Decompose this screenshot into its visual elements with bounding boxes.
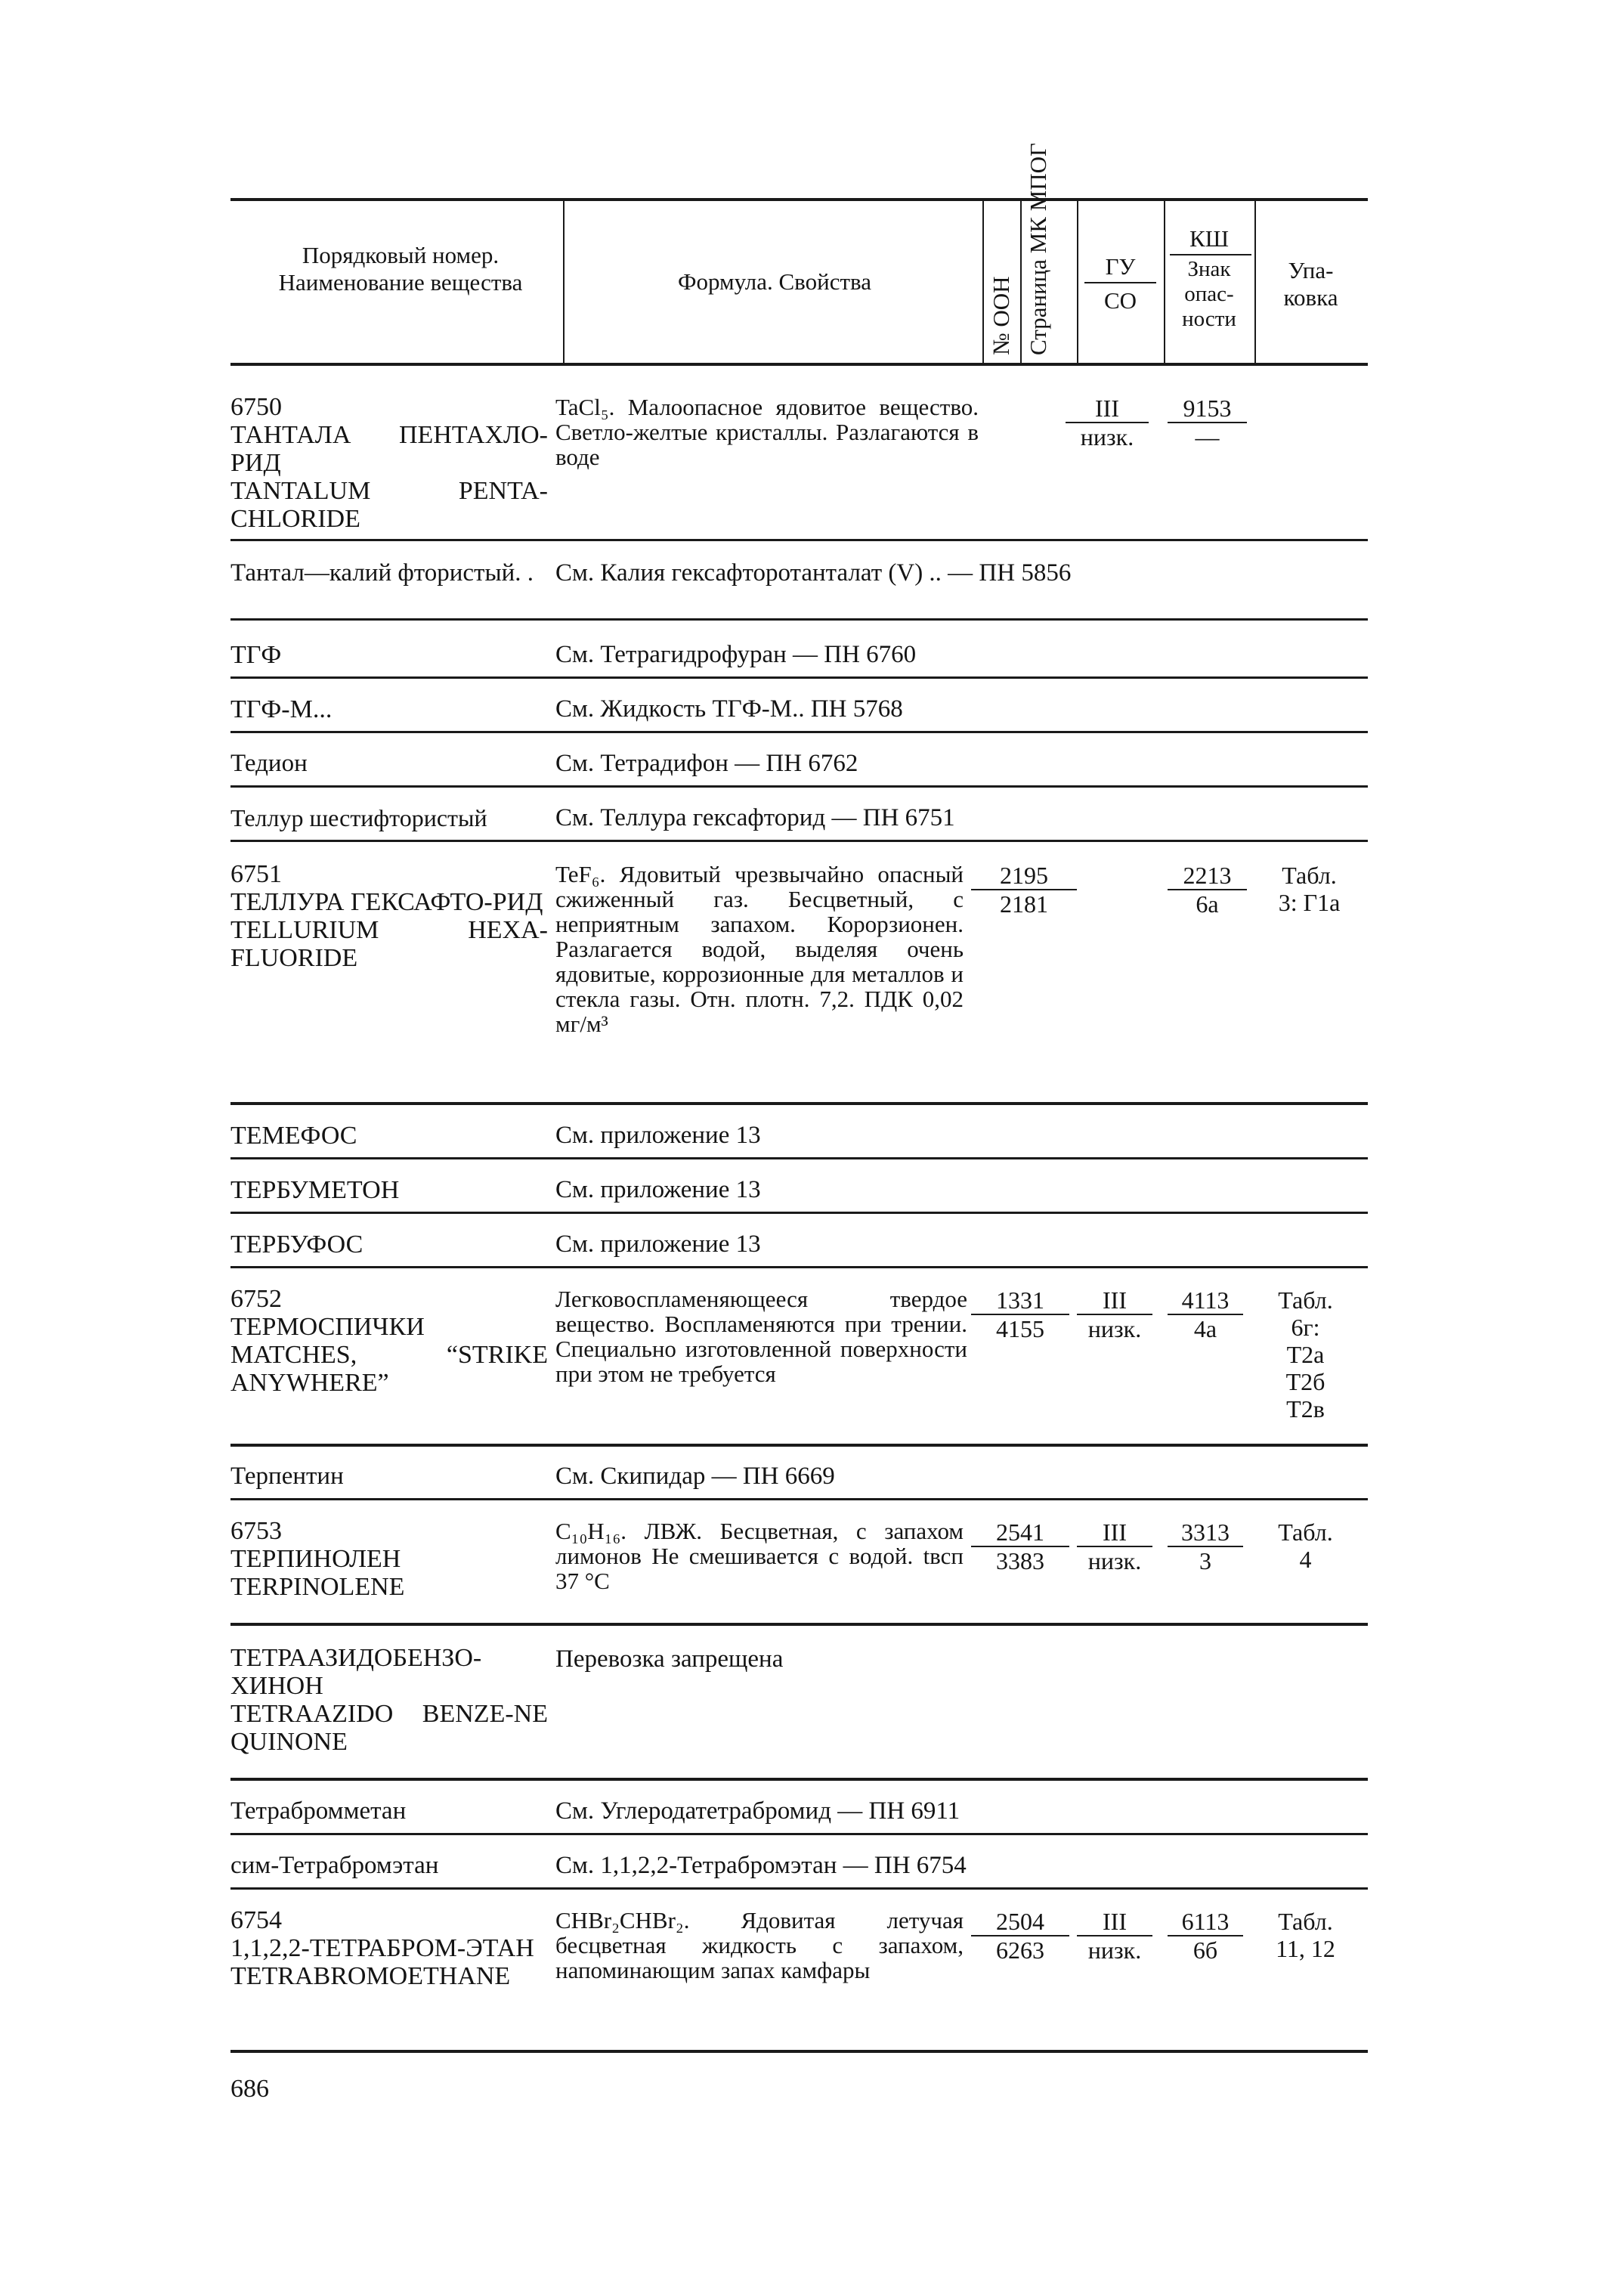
entry-terbufos-reference: См. приложение 13 (555, 1231, 761, 1258)
header-formula-column: Формула. Свойства (678, 268, 871, 295)
entry-russian-name: ТЕЛЛУРА ГЕКСАФТО-РИД (230, 888, 543, 916)
row-separator (230, 1498, 1368, 1500)
hazard-sign-value: 4а (1193, 1315, 1217, 1342)
header-divider (1077, 200, 1078, 363)
entry-terbumeton-name: ТЕРБУМЕТОН (230, 1176, 400, 1204)
entry-6753-packing: Табл. 4 (1278, 1518, 1333, 1573)
entry-tgfm-reference: См. Жидкость ТГФ-М.. ПН 5768 (555, 695, 903, 723)
entry-tgf-name: ТГФ (230, 641, 282, 669)
entry-tantal-kaliy-name: Тантал—калий фтористый. . (230, 559, 534, 587)
header-divider (1020, 200, 1022, 363)
entry-number: 6754 (230, 1906, 282, 1934)
entry-tellur-reference: См. Теллура гексафторид — ПН 6751 (555, 804, 955, 831)
header-bottom-rule (230, 363, 1368, 366)
entry-english-name: MATCHES, “STRIKE ANYWHERE” (230, 1341, 548, 1397)
hazard-sign-value: 3 (1199, 1547, 1211, 1574)
so-value: низк. (1080, 423, 1134, 450)
header-top-rule (230, 198, 1368, 201)
entry-english-name: TELLURIUM HEXA-FLUORIDE (230, 916, 548, 972)
entry-6750-gu-so (1066, 395, 1149, 450)
header-divider (563, 200, 565, 363)
entry-tgfm-name: ТГФ-М... (230, 695, 333, 723)
entry-6750-name (230, 393, 548, 533)
row-separator (230, 1887, 1368, 1890)
un-number-value: 2504 (971, 1908, 1069, 1936)
un-number-value: 1331 (971, 1286, 1069, 1315)
entry-number: 6752 (230, 1285, 282, 1313)
row-separator (230, 1623, 1368, 1626)
entry-english-name: TETRAAZIDO BENZE-NE QUINONE (230, 1700, 548, 1756)
entry-6753-gu-so (1077, 1518, 1152, 1574)
entry-russian-name: ТЕРМОСПИЧКИ (230, 1313, 425, 1341)
entry-terpentin-reference: См. Скипидар — ПН 6669 (555, 1463, 835, 1490)
row-separator (230, 676, 1368, 679)
entry-6754-name (230, 1906, 548, 1990)
entry-6752-un-page (971, 1286, 1069, 1342)
row-separator (230, 1778, 1368, 1781)
entry-tellur-name: Теллур шестифтористый (230, 804, 487, 831)
entry-6752-properties: Легковоспламеняющееся твердое вещество. Воспламеняются при трении. Специально изготовленной поверхности при этом не требуется (555, 1286, 967, 1387)
header-gu-divider (1084, 282, 1156, 283)
entry-tetraazido-properties: Перевозка запрещена (555, 1645, 784, 1673)
entry-russian-name: ТЕТРААЗИДОБЕНЗО-ХИНОН (230, 1644, 482, 1700)
row-separator (230, 539, 1368, 541)
entry-6752-ksh-sign (1168, 1286, 1243, 1342)
header-packing-column: Упа-ковка (1283, 257, 1338, 311)
header-un-number-column: № ООН (988, 276, 1014, 355)
entry-6751-properties: TeF₆. Ядовитый чрезвычайно опасный сжиженный газ. Бесцветный, с неприятным запахом. Корорзионен. Разлагается водой, выделяя очень ядовитые, коррозионные для металлов и стекла газы. Отн. плотн. 7,2. ПДК 0,02 мг/м³ (555, 861, 964, 1037)
entry-tedion-reference: См. Тетрадифон — ПН 6762 (555, 750, 858, 777)
entry-6753-ksh-sign (1168, 1518, 1243, 1574)
entry-tantal-kaliy-reference: См. Калия гексафторотанталат (V) .. — ПН 5856 (555, 559, 1072, 587)
header-divider (982, 200, 984, 363)
row-separator (230, 1266, 1368, 1268)
page-value: 3383 (996, 1547, 1044, 1574)
entry-terpentin-name: Терпентин (230, 1463, 344, 1490)
row-separator (230, 618, 1368, 621)
entry-6751-name (230, 860, 548, 972)
un-number-value: 2541 (971, 1518, 1069, 1547)
entry-number: 6750 (230, 393, 282, 421)
entry-6751-un-page (971, 862, 1077, 918)
entry-number: 6753 (230, 1517, 282, 1545)
hazard-sign-value: 6б (1192, 1936, 1218, 1964)
entry-terbufos-name: ТЕРБУФОС (230, 1231, 363, 1258)
header-name-column: Порядковый номер. Наименование вещества (278, 242, 523, 296)
row-separator (230, 1157, 1368, 1159)
header-page-column: Страница МК МПОГ (1025, 143, 1051, 355)
row-separator (230, 1833, 1368, 1835)
header-ksh-divider (1170, 254, 1251, 255)
row-separator (230, 1444, 1368, 1447)
entry-tedion-name: Тедион (230, 750, 308, 777)
page-value: 6263 (996, 1936, 1044, 1964)
ksh-value: 2213 (1168, 862, 1247, 890)
entry-english-name: TETRABROMOETHANE (230, 1962, 511, 1990)
entry-russian-name: 1,1,2,2-ТЕТРАБРОМ-ЭТАН (230, 1934, 534, 1962)
entry-simtetra-reference: См. 1,1,2,2-Тетрабромэтан — ПН 6754 (555, 1852, 967, 1879)
ksh-value: 3313 (1168, 1518, 1243, 1547)
row-separator (230, 785, 1368, 788)
entry-6750-properties: TaCl₅. Малоопасное ядовитое вещество. Светло-желтые кристаллы. Разлагаются в воде (555, 394, 979, 470)
entry-6751-ksh-sign (1168, 862, 1247, 918)
ksh-value: 4113 (1168, 1286, 1243, 1315)
entry-english-name: TANTALUM PENTA-CHLORIDE (230, 477, 548, 533)
entry-6753-properties: C₁₀H₁₆. ЛВЖ. Бесцветная, с запахом лимонов Не смешивается с водой. tвсп 37 °C (555, 1518, 964, 1594)
entry-russian-name: ТАНТАЛА ПЕНТАХЛО-РИД (230, 421, 548, 477)
page-value: 2181 (1000, 890, 1048, 918)
header-divider (1254, 200, 1256, 363)
hazard-sign-value: 6а (1196, 890, 1219, 918)
page-value: 4155 (996, 1315, 1044, 1342)
entry-6750-ksh-sign (1168, 395, 1247, 450)
ksh-value: 6113 (1168, 1908, 1243, 1936)
entry-english-name: TERPINOLENE (230, 1573, 405, 1601)
un-number-value: 2195 (971, 862, 1077, 890)
header-gu-label: ГУ (1105, 253, 1136, 280)
ksh-value: 9153 (1168, 395, 1247, 423)
header-divider (1164, 200, 1165, 363)
row-separator (230, 731, 1368, 733)
entry-tgf-reference: См. Тетрагидрофуран — ПН 6760 (555, 641, 917, 668)
gu-value: III (1066, 395, 1149, 423)
header-sign-label: Знак опас-ности (1182, 257, 1236, 331)
entry-6753-un-page (971, 1518, 1069, 1574)
row-separator (230, 1212, 1368, 1214)
so-value: низк. (1087, 1315, 1142, 1342)
row-separator (230, 840, 1368, 842)
entry-6753-name (230, 1517, 548, 1601)
entry-6751-packing: Табл. 3: Г1а (1278, 862, 1341, 916)
table-bottom-rule (230, 2050, 1368, 2053)
page-number: 686 (230, 2075, 269, 2103)
entry-tetrabrommetan-name: Тетрабромметан (230, 1797, 407, 1825)
entry-6752-packing: Табл. 6г: Т2а Т2б Т2в (1278, 1286, 1333, 1423)
entry-6754-packing: Табл. 11, 12 (1276, 1908, 1335, 1962)
row-separator (230, 1102, 1368, 1105)
so-value: низк. (1087, 1936, 1142, 1964)
entry-6754-ksh-sign (1168, 1908, 1243, 1964)
entry-temefos-reference: См. приложение 13 (555, 1122, 761, 1149)
entry-temefos-name: ТЕМЕФОС (230, 1122, 357, 1150)
entry-tetrabrommetan-reference: См. Углеродатетрабромид — ПН 6911 (555, 1797, 960, 1825)
entry-6754-gu-so (1077, 1908, 1152, 1964)
header-so-label: СО (1103, 287, 1137, 314)
entry-number: 6751 (230, 860, 282, 888)
so-value: низк. (1087, 1547, 1142, 1574)
gu-value: III (1077, 1286, 1152, 1315)
entry-simtetra-name: сим-Тетрабромэтан (230, 1852, 439, 1879)
entry-tetraazido-name (230, 1644, 548, 1756)
entry-6752-name (230, 1285, 548, 1397)
entry-6752-gu-so (1077, 1286, 1152, 1342)
entry-russian-name: ТЕРПИНОЛЕН (230, 1545, 401, 1573)
gu-value: III (1077, 1518, 1152, 1547)
entry-terbumeton-reference: См. приложение 13 (555, 1176, 761, 1203)
header-ksh-label: КШ (1189, 225, 1229, 252)
entry-6754-un-page (971, 1908, 1069, 1964)
hazard-sign-value: — (1195, 423, 1220, 450)
gu-value: III (1077, 1908, 1152, 1936)
entry-6754-properties: CHBr₂CHBr₂. Ядовитая летучая бесцветная жидкость с запахом, напоминающим запах камфары (555, 1907, 964, 1983)
